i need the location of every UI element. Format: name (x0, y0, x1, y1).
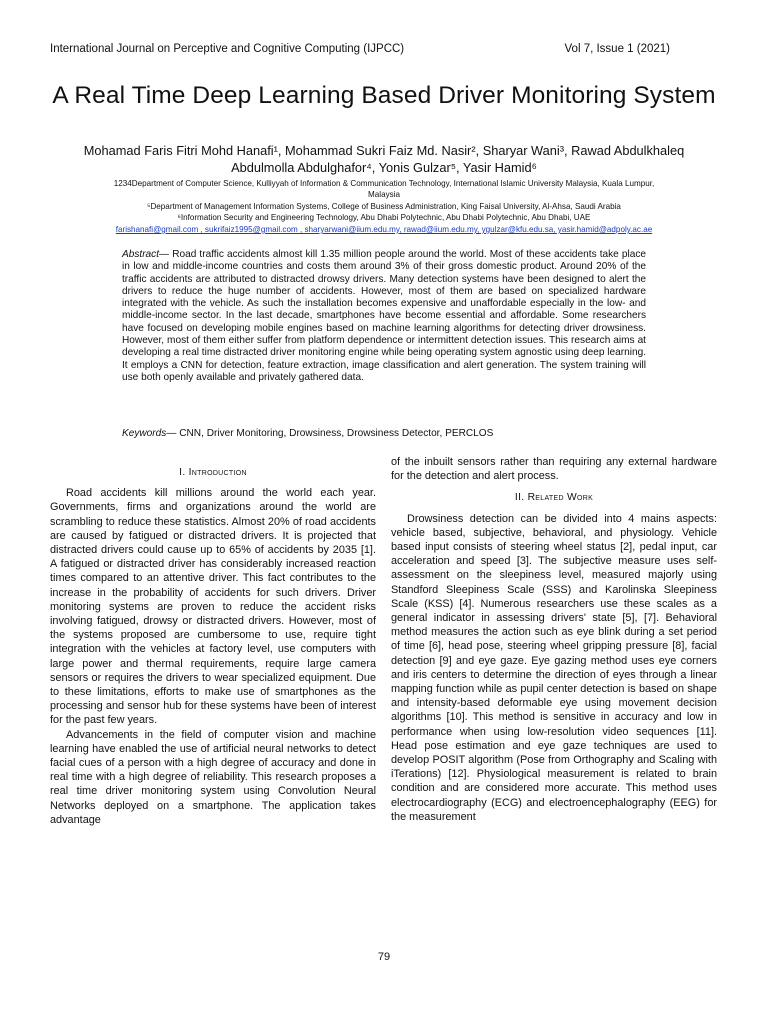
abstract-label: Abstract (122, 249, 160, 260)
keywords (122, 428, 646, 440)
intro-continuation: of the inbuilt sensors rather than requiring any external hardware for the detection and alert process. (391, 456, 717, 483)
affiliation-3: ⁶Information Security and Engineering Technology, Abu Dhabi Polytechnic, Abu Dhabi Polytechnic, Abu Dhabi, UAE (177, 213, 591, 222)
paper-title: A Real Time Deep Learning Based Driver Monitoring System (52, 82, 716, 109)
keywords-label: Keywords (122, 428, 167, 439)
volume-issue: Vol 7, Issue 1 (2021) (564, 43, 670, 55)
intro-paragraph-2: Advancements in the field of computer vision and machine learning have enabled the use of artificial neural networks to detect facial cues of a person with a high degree of accuracy and done in real time with a high degree of reliability. This research proposes a real time driver monitoring system using Convolution Neural Networks deployed on a smartphone. The application takes advantage (50, 728, 376, 826)
section-heading-related-work: II. Related Work (514, 492, 594, 504)
left-column (50, 466, 376, 827)
affiliation-1: 1234Department of Computer Science, Kulliyyah of Information & Communication Technology, International Islamic University Malaysia, Kuala Lumpur, (113, 179, 655, 188)
running-header (50, 43, 670, 55)
abstract (122, 249, 646, 384)
right-column (391, 455, 717, 824)
keywords-text: — CNN, Driver Monitoring, Drowsiness, Drowsiness Detector, PERCLOS (166, 428, 494, 439)
author-emails[interactable]: farishanafi@gmail.com , sukrifaiz1995@gmail.com , sharyarwani@iium.edu.my, rawad@iium.edu.my, ygulzar@kfu.edu.sa, yasir.hamid@adpoly.ac.ae (115, 225, 653, 234)
page-number: 79 (377, 951, 391, 963)
abstract-text: — Road traffic accidents almost kill 1.35 million people around the world. Most of these accidents take place in low and middle-income countries and costs them around 3% of their gross domestic product. Around 20% of the traffic accidents are attributed to distracted drowsy drivers. Many detection systems have been designed to alert the drivers to reduce the huge number of accidents. However, most of them are based on specialized hardware integrated with the vehicle. As such the installation becomes expensive and unaffordable especially in the low- and middle-income sector. In the last decade, smartphones have become essential and affordable. Some researchers have focused on developing mobile engines based on machine learning algorithms for detecting driver drowsiness. However, most of them either suffer from platform dependence or intermittent detection issues. This research aims at developing a real time distracted driver monitoring engine while being operating system agnostic using deep learning. It employs a CNN for detection, feature extraction, image classification and alert generation. The system training will use both openly available and privately gathered data. (122, 249, 646, 383)
journal-name: International Journal on Perceptive and Cognitive Computing (IJPCC) (50, 43, 405, 55)
author-line-1: Mohamad Faris Fitri Mohd Hanafi¹, Mohammad Sukri Faiz Md. Nasir², Sharyar Wani³, Rawad Abdulkhaleq (83, 143, 685, 158)
affiliation-2: ⁵Department of Management Information Systems, College of Business Administration, King Faisal University, Al-Ahsa, Saudi Arabia (147, 202, 621, 211)
related-work-paragraph-1: Drowsiness detection can be divided into 4 mains aspects: vehicle based, subjective, behavioral, and physiology. Vehicle based input consists of steering wheel status [2], pedal input, car acceleration and speed [3]. The subjective measure uses self-assessment on the sleepiness level, measured majorly using Standford Sleepiness Scale (SSS) and Karolinska Sleepiness Scale (KSS) [4]. Numerous researchers use these scales as a general indicator in assessing drivers' state [5], [7]. Behavioral method measures the action such as eye blink during a set period of time [6], head pose, steering wheel gripping pressure [8], facial detection [9] and eye gaze. Eye gazing method uses eye corners and iris centers to determine the direction of eyes through a linear mapping function while as pupil center detection is based on shape and intensity-based deformable eye using movement decision algorithms [10]. This method is sensitive in accuracy and low in performance when using low-resolution video sequences [11]. Head pose estimation and eye gaze techniques are used to develop POSIT algorithm (Pose from Orthography and Scaling with iTerations) [12]. Physiological measurement is related to brain condition and are considered more accurate. This method uses electrocardiography (ECG) and electroencephalography (EEG) for the measurement (391, 512, 717, 823)
section-heading-introduction: I. Introduction (179, 467, 247, 478)
author-list (40, 142, 728, 176)
author-line-2: Abdulmolla Abdulghafor⁴, Yonis Gulzar⁵, Yasir Hamid⁶ (231, 160, 537, 175)
affiliation-1-country: Malaysia (368, 190, 400, 199)
intro-paragraph-1: Road accidents kill millions around the world each year. Governments, firms and organizations around the world are scrambling to reduce these statistics. Almost 20% of road accidents are caused by fatigued or distracted drivers. It is projected that distracted drivers could cause up to 65% of accidents by 2035 [1]. A fatigued or distracted driver has considerably increased reaction times compared to an attentive driver. This fact contributes to the increase in the probability of accidents for such drivers. Driver monitoring systems are proven to reduce the accident risks involving fatigued, drowsy or distracted drivers. However, most of the systems proposed are cumbersome to use, require tight integration with the vehicles at factory level, use computers with large power and thermal requirements, require large camera sensors or requires the drivers to wear specialized equipment. Due to these limitations, efforts to make use of smartphones as the processing and sensor hub for these systems have been of interest for the past few years. (50, 487, 376, 727)
